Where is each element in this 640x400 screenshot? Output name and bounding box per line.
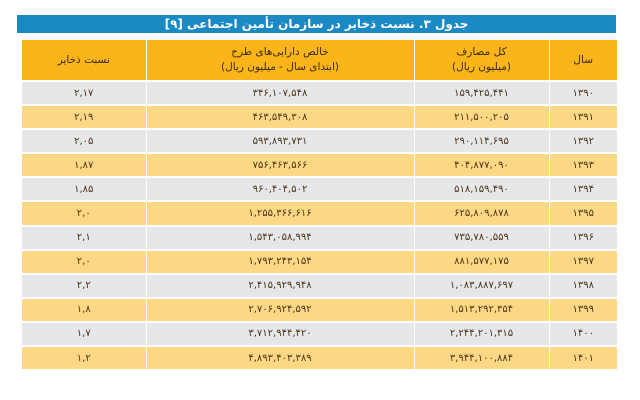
cell-year: ۱۳۹۲ xyxy=(549,129,617,153)
header-year-label: سال xyxy=(573,53,594,66)
table-row xyxy=(22,346,617,370)
cell-ratio: ۲,۱ xyxy=(22,226,146,250)
cell-assets: ۵۹۳,۸۹۳,۷۳۱ xyxy=(146,129,414,153)
table-row xyxy=(22,81,617,105)
cell-year: ۱۳۹۷ xyxy=(549,250,617,274)
cell-assets: ۲,۷۰۶,۹۲۴,۵۹۲ xyxy=(146,298,414,322)
header-assets-label: خالص دارایی‌های طرح xyxy=(231,46,329,58)
cell-ratio: ۱,۸۷ xyxy=(22,153,146,177)
table-row xyxy=(22,153,617,177)
table-row xyxy=(22,201,617,225)
cell-ratio: ۱,۸ xyxy=(22,298,146,322)
cell-expenses: ۲۱۱,۵۰۰,۲۰۵ xyxy=(414,105,549,129)
table-row xyxy=(22,274,617,298)
cell-expenses: ۱۵۹,۴۲۵,۴۴۱ xyxy=(414,81,549,105)
cell-expenses: ۳,۹۴۴,۱۰۰,۸۸۴ xyxy=(414,346,549,370)
header-ratio-label: نسبت ذخایر xyxy=(57,53,110,66)
cell-assets: ۱,۲۵۵,۳۶۶,۶۱۶ xyxy=(146,201,414,225)
cell-expenses: ۲,۲۴۴,۲۰۱,۳۱۵ xyxy=(414,322,549,346)
cell-ratio: ۲,۱۹ xyxy=(22,105,146,129)
header-expenses xyxy=(414,40,549,81)
table-row xyxy=(22,298,617,322)
cell-year: ۱۳۹۸ xyxy=(549,274,617,298)
cell-year: ۱۳۹۰ xyxy=(549,81,617,105)
cell-ratio: ۱,۲ xyxy=(22,346,146,370)
table-row xyxy=(22,129,617,153)
cell-assets: ۳,۷۱۲,۹۴۴,۴۲۰ xyxy=(146,322,414,346)
table-header-row xyxy=(22,40,617,81)
cell-year: ۱۴۰۰ xyxy=(549,322,617,346)
table-title: جدول ۳. نسبت ذخایر در سازمان تأمین اجتماعی [۹] xyxy=(17,15,616,33)
cell-assets: ۴۶۳,۵۴۹,۳۰۸ xyxy=(146,105,414,129)
cell-year: ۱۳۹۵ xyxy=(549,201,617,225)
cell-assets: ۱,۷۹۳,۲۴۳,۱۵۴ xyxy=(146,250,414,274)
cell-ratio: ۲,۲ xyxy=(22,274,146,298)
header-expenses-unit: (میلیون ریال) xyxy=(452,61,511,73)
cell-expenses: ۲۹۰,۱۱۴,۶۹۵ xyxy=(414,129,549,153)
cell-year: ۱۳۹۹ xyxy=(549,298,617,322)
cell-assets: ۹۶۰,۴۰۴,۵۰۲ xyxy=(146,177,414,201)
cell-year: ۱۳۹۱ xyxy=(549,105,617,129)
cell-ratio: ۱,۸۵ xyxy=(22,177,146,201)
cell-ratio: ۲,۰ xyxy=(22,250,146,274)
cell-assets: ۲,۴۱۵,۹۲۹,۹۴۸ xyxy=(146,274,414,298)
cell-ratio: ۲,۱۷ xyxy=(22,81,146,105)
cell-expenses: ۴۰۴,۸۷۷,۰۹۰ xyxy=(414,153,549,177)
header-assets-unit: (ابتدای سال - میلیون ریال) xyxy=(220,61,339,73)
table-row xyxy=(22,226,617,250)
cell-expenses: ۱,۵۱۳,۲۹۲,۳۵۴ xyxy=(414,298,549,322)
reserves-ratio-table xyxy=(22,40,617,371)
cell-ratio: ۲,۰ xyxy=(22,201,146,225)
cell-expenses: ۵۱۸,۱۵۹,۴۹۰ xyxy=(414,177,549,201)
cell-expenses: ۱,۰۸۳,۸۸۷,۶۹۷ xyxy=(414,274,549,298)
cell-year: ۱۳۹۳ xyxy=(549,153,617,177)
table-row xyxy=(22,105,617,129)
cell-expenses: ۸۸۱,۵۷۷,۱۷۵ xyxy=(414,250,549,274)
cell-ratio: ۱,۷ xyxy=(22,322,146,346)
table-row xyxy=(22,322,617,346)
header-expenses-label: کل مصارف xyxy=(456,46,507,58)
cell-year: ۱۳۹۶ xyxy=(549,226,617,250)
cell-ratio: ۲,۰۵ xyxy=(22,129,146,153)
cell-assets: ۷۵۶,۴۶۳,۵۶۶ xyxy=(146,153,414,177)
cell-assets: ۱,۵۴۳,۰۵۸,۹۹۴ xyxy=(146,226,414,250)
header-year xyxy=(549,40,617,81)
cell-expenses: ۶۲۵,۸۰۹,۸۷۸ xyxy=(414,201,549,225)
header-assets xyxy=(146,40,414,81)
cell-expenses: ۷۳۵,۷۸۰,۵۵۹ xyxy=(414,226,549,250)
cell-assets: ۴,۸۹۳,۴۰۳,۳۸۹ xyxy=(146,346,414,370)
cell-year: ۱۴۰۱ xyxy=(549,346,617,370)
header-ratio xyxy=(22,40,146,81)
cell-assets: ۳۴۶,۱۰۷,۵۴۸ xyxy=(146,81,414,105)
table-row xyxy=(22,177,617,201)
cell-year: ۱۳۹۴ xyxy=(549,177,617,201)
table-row xyxy=(22,250,617,274)
